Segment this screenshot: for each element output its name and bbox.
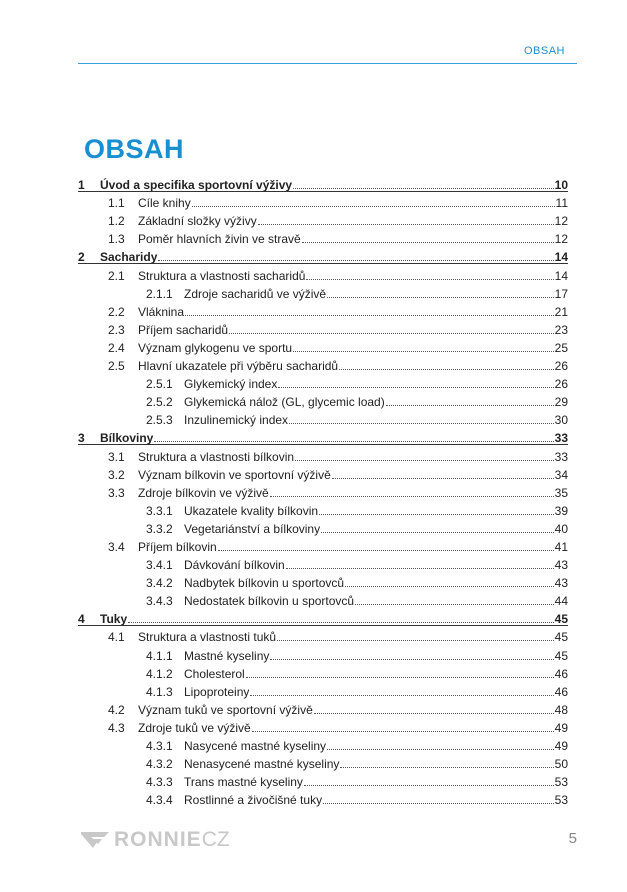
toc-entry-title: Cholesterol <box>184 666 245 681</box>
toc-entry-title: Příjem sacharidů <box>138 322 229 337</box>
toc-entry-number: 2.5.3 <box>146 413 173 428</box>
toc-entry[interactable] <box>78 663 568 681</box>
toc-entry-number: 4.1.2 <box>146 666 173 681</box>
toc-entry[interactable] <box>78 355 568 373</box>
toc-entry-leader <box>340 767 553 768</box>
toc-entry-leader <box>304 785 554 786</box>
toc-entry-leader <box>258 224 554 225</box>
toc-entry-leader <box>246 677 554 678</box>
toc-entry[interactable] <box>78 319 568 337</box>
toc-entry-title: Zdroje sacharidů ve výživě <box>184 286 327 301</box>
toc-entry-page: 11 <box>555 196 568 211</box>
toc-entry[interactable] <box>78 699 568 717</box>
toc-entry[interactable] <box>78 192 568 210</box>
page-number: 5 <box>568 830 577 847</box>
toc-entry[interactable] <box>78 572 568 590</box>
toc-entry-number: 4.1 <box>108 630 125 645</box>
toc-entry-leader <box>229 333 554 334</box>
table-of-contents <box>78 174 568 807</box>
toc-entry-page: 17 <box>554 286 568 301</box>
toc-entry-leader <box>154 441 553 442</box>
toc-entry[interactable] <box>78 174 568 192</box>
toc-entry-page: 26 <box>554 359 568 374</box>
toc-entry-leader <box>321 532 554 533</box>
toc-entry-page: 33 <box>554 431 568 446</box>
toc-entry[interactable] <box>78 644 568 662</box>
toc-entry-leader <box>293 188 554 189</box>
toc-entry-page: 41 <box>554 539 568 554</box>
toc-entry-number: 4 <box>78 612 85 627</box>
toc-entry-title: Zdroje tuků ve výživě <box>138 720 251 735</box>
toc-entry-page: 49 <box>554 720 568 735</box>
toc-entry-leader <box>218 550 554 551</box>
toc-entry-number: 4.1.3 <box>146 684 173 699</box>
toc-entry-number: 1.3 <box>108 232 125 247</box>
toc-entry[interactable] <box>78 608 568 626</box>
toc-entry-page: 30 <box>554 413 568 428</box>
ronnie-logo-icon <box>80 828 110 852</box>
toc-entry-title: Trans mastné kyseliny <box>184 775 303 790</box>
toc-entry-number: 3.1 <box>108 449 125 464</box>
toc-entry-page: 53 <box>554 775 568 790</box>
toc-entry-leader <box>128 622 554 623</box>
toc-entry[interactable] <box>78 409 568 427</box>
toc-entry-title: Rostlinné a živočišné tuky <box>184 793 323 808</box>
toc-entry-number: 2.1 <box>108 268 125 283</box>
toc-entry-leader <box>314 713 554 714</box>
toc-entry[interactable] <box>78 283 568 301</box>
toc-entry-number: 3.2 <box>108 467 125 482</box>
toc-entry-page: 12 <box>554 214 568 229</box>
toc-entry-number: 3.4.2 <box>146 576 173 591</box>
toc-entry-title: Dávkování bílkovin <box>184 558 285 573</box>
toc-entry-number: 2.5.2 <box>146 395 173 410</box>
toc-entry-number: 4.3.4 <box>146 793 173 808</box>
toc-entry-leader <box>295 460 554 461</box>
toc-entry[interactable] <box>78 337 568 355</box>
toc-entry-number: 2.3 <box>108 322 125 337</box>
toc-entry[interactable] <box>78 518 568 536</box>
toc-entry-title: Význam tuků ve sportovní výživě <box>138 702 313 717</box>
toc-entry-title: Zdroje bílkovin ve výživě <box>138 485 269 500</box>
toc-entry-title: Struktura a vlastnosti bílkovin <box>138 449 295 464</box>
toc-entry[interactable] <box>78 228 568 246</box>
toc-entry-title: Hlavní ukazatele při výběru sacharidů <box>138 359 339 374</box>
toc-entry-title: Úvod a specifika sportovní výživy <box>100 178 293 193</box>
toc-entry-number: 4.3.3 <box>146 775 173 790</box>
toc-entry-title: Ukazatele kvality bílkovin <box>184 503 319 518</box>
toc-entry[interactable] <box>78 771 568 789</box>
toc-entry-page: 39 <box>554 503 568 518</box>
toc-entry[interactable] <box>78 373 568 391</box>
toc-entry-number: 3.3.2 <box>146 521 173 536</box>
toc-entry-page: 26 <box>554 377 568 392</box>
toc-entry-page: 45 <box>554 612 568 627</box>
toc-entry-page: 50 <box>554 757 568 772</box>
toc-entry[interactable] <box>78 246 568 264</box>
toc-entry-title: Struktura a vlastnosti sacharidů <box>138 268 306 283</box>
running-header: OBSAH <box>523 45 565 57</box>
toc-entry-number: 3.4 <box>108 539 125 554</box>
toc-entry-page: 43 <box>554 576 568 591</box>
toc-entry-leader <box>278 387 553 388</box>
toc-entry-title: Význam bílkovin ve sportovní výživě <box>138 467 331 482</box>
toc-entry-number: 4.1.1 <box>146 648 173 663</box>
toc-entry-title: Nenasycené mastné kyseliny <box>184 757 340 772</box>
toc-entry-leader <box>270 659 553 660</box>
footer-logo <box>80 828 230 852</box>
toc-entry-leader <box>386 405 554 406</box>
toc-entry-number: 1 <box>78 178 85 193</box>
toc-entry-leader <box>323 803 554 804</box>
toc-entry-leader <box>319 514 554 515</box>
toc-entry-page: 35 <box>554 485 568 500</box>
toc-entry-number: 2.4 <box>108 340 125 355</box>
toc-entry-leader <box>355 604 554 605</box>
toc-entry-leader <box>277 640 554 641</box>
toc-entry-page: 14 <box>554 268 568 283</box>
toc-entry-number: 2.5.1 <box>146 377 173 392</box>
toc-entry-title: Vláknina <box>138 304 185 319</box>
toc-entry[interactable] <box>78 554 568 572</box>
toc-entry-page: 46 <box>554 684 568 699</box>
toc-entry-title: Sacharidy <box>100 250 158 265</box>
toc-entry-title: Lipoproteiny <box>184 684 250 699</box>
toc-entry-number: 1.1 <box>108 196 125 211</box>
toc-entry-number: 4.2 <box>108 702 125 717</box>
toc-entry[interactable] <box>78 500 568 518</box>
header-divider <box>78 63 577 64</box>
toc-entry[interactable] <box>78 735 568 753</box>
toc-entry-leader <box>345 586 554 587</box>
toc-entry-page: 34 <box>554 467 568 482</box>
toc-entry-leader <box>250 695 553 696</box>
toc-entry-number: 2 <box>78 250 85 265</box>
toc-entry-leader <box>293 351 554 352</box>
toc-entry-leader <box>332 478 554 479</box>
toc-entry-number: 2.2 <box>108 304 125 319</box>
toc-entry-page: 25 <box>554 340 568 355</box>
toc-entry-page: 45 <box>554 630 568 645</box>
toc-entry-title: Vegetariánství a bílkoviny <box>184 521 321 536</box>
toc-entry-page: 33 <box>554 449 568 464</box>
toc-entry-page: 48 <box>554 702 568 717</box>
toc-entry[interactable] <box>78 301 568 319</box>
toc-entry-number: 3.3.1 <box>146 503 173 518</box>
toc-entry-number: 2.5 <box>108 359 125 374</box>
toc-entry-title: Nedostatek bílkovin u sportovců <box>184 594 355 609</box>
toc-entry-leader <box>327 749 554 750</box>
toc-entry-leader <box>192 206 555 207</box>
toc-entry[interactable] <box>78 391 568 409</box>
toc-entry-page: 49 <box>554 739 568 753</box>
toc-entry-page: 10 <box>554 178 568 193</box>
toc-entry-page: 14 <box>554 250 568 265</box>
toc-entry[interactable] <box>78 464 568 482</box>
toc-entry[interactable] <box>78 681 568 699</box>
toc-entry-number: 3.4.1 <box>146 558 173 573</box>
toc-entry-title: Nadbytek bílkovin u sportovců <box>184 576 345 591</box>
toc-entry[interactable] <box>78 264 568 282</box>
toc-entry-leader <box>302 242 554 243</box>
toc-entry-leader <box>339 369 554 370</box>
toc-entry-number: 1.2 <box>108 214 125 229</box>
toc-entry-leader <box>327 297 554 298</box>
toc-entry-title: Struktura a vlastnosti tuků <box>138 630 277 645</box>
page-title: OBSAH <box>84 134 185 164</box>
toc-entry-title: Glykemický index <box>184 377 278 392</box>
toc-entry-page: 46 <box>554 666 568 681</box>
toc-entry-number: 3.4.3 <box>146 594 173 609</box>
logo-wordmark-bold: RONNIE <box>114 828 202 851</box>
toc-entry[interactable] <box>78 717 568 735</box>
toc-entry-page: 44 <box>554 594 568 609</box>
toc-entry-number: 4.3.1 <box>146 739 173 753</box>
toc-entry-leader <box>185 315 554 316</box>
toc-entry-leader <box>286 568 554 569</box>
toc-entry-number: 2.1.1 <box>146 286 173 301</box>
toc-entry-title: Základní složky výživy <box>138 214 257 229</box>
toc-entry-leader <box>252 731 554 732</box>
toc-entry[interactable] <box>78 590 568 608</box>
toc-entry-leader <box>270 496 554 497</box>
toc-entry-page: 21 <box>554 304 568 319</box>
toc-entry-title: Mastné kyseliny <box>184 648 270 663</box>
toc-entry-title: Glykemická nálož (GL, glycemic load) <box>184 395 385 410</box>
toc-entry[interactable] <box>78 753 568 771</box>
toc-entry-title: Cíle knihy <box>138 196 191 211</box>
toc-entry[interactable] <box>78 536 568 554</box>
toc-entry-leader <box>289 423 554 424</box>
toc-entry-title: Inzulinemický index <box>184 413 289 428</box>
toc-entry-number: 4.3 <box>108 720 125 735</box>
toc-entry-title: Poměr hlavních živin ve stravě <box>138 232 301 247</box>
toc-entry-title: Bílkoviny <box>100 431 154 446</box>
toc-entry-number: 3.3 <box>108 485 125 500</box>
toc-entry-number: 3 <box>78 431 85 446</box>
toc-entry-page: 23 <box>554 322 568 337</box>
toc-entry-page: 43 <box>554 558 568 573</box>
toc-entry[interactable] <box>78 445 568 463</box>
toc-entry[interactable] <box>78 626 568 644</box>
toc-entry-page: 45 <box>554 648 568 663</box>
toc-entry-title: Nasycené mastné kyseliny <box>184 739 327 753</box>
toc-entry[interactable] <box>78 482 568 500</box>
toc-entry-page: 40 <box>554 521 568 536</box>
toc-entry-page: 29 <box>554 395 568 410</box>
toc-entry[interactable] <box>78 789 568 807</box>
logo-wordmark-light: CZ <box>201 828 230 851</box>
toc-entry-title: Tuky <box>100 612 128 627</box>
toc-entry-title: Význam glykogenu ve sportu <box>138 340 293 355</box>
toc-entry-page: 12 <box>554 232 568 247</box>
toc-entry-leader <box>306 279 553 280</box>
toc-entry-leader <box>158 260 553 261</box>
toc-entry-title: Příjem bílkovin <box>138 539 217 554</box>
toc-entry[interactable] <box>78 210 568 228</box>
toc-entry-number: 4.3.2 <box>146 757 173 772</box>
toc-entry[interactable] <box>78 427 568 445</box>
toc-entry-page: 53 <box>554 793 568 808</box>
